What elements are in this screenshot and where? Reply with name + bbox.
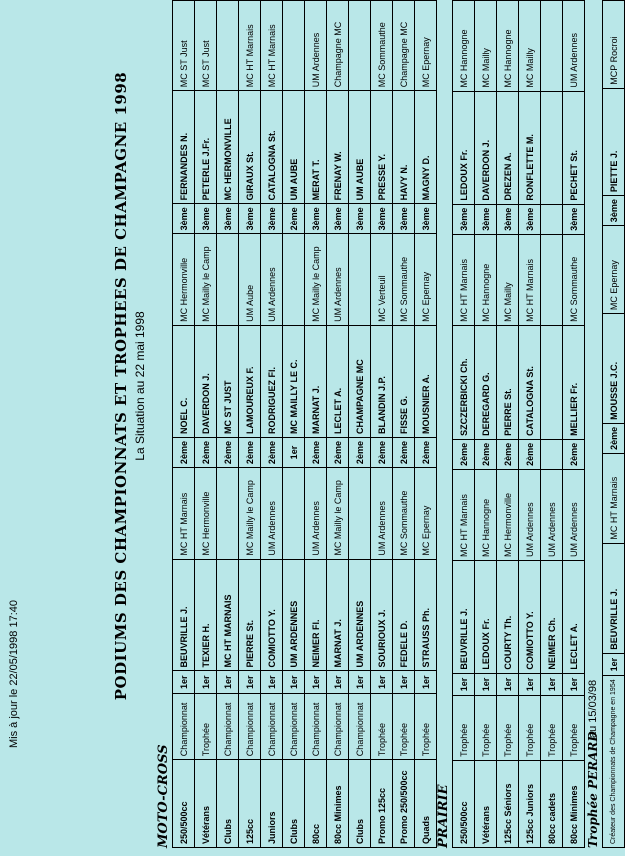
rank-cell: 1er [497, 673, 519, 696]
club-cell: UM Ardennes [563, 469, 585, 560]
update-stamp: Mis à jour le 22/05/1998 17:40 [8, 600, 20, 748]
club-cell: MC Epernay [603, 226, 625, 314]
category-cell: 80cc [305, 760, 327, 848]
rider-cell: PECHET St. [563, 91, 585, 204]
rank-cell: 2ème [349, 438, 371, 468]
club-cell: UM Ardennes [305, 468, 327, 560]
rank-cell: 3ème [453, 204, 475, 234]
rank-cell: 2ème [475, 439, 497, 469]
rank-cell: 1er [415, 671, 437, 694]
table-row [475, 1, 497, 848]
rank-cell: 1er [217, 671, 239, 694]
type-cell: Championnat [261, 694, 283, 760]
club-cell [283, 468, 305, 560]
type-cell: Championnat [305, 694, 327, 760]
rank-cell: 3ème [393, 204, 415, 234]
rider-cell: MERAT T. [305, 91, 327, 204]
club-cell: MC HT Marnais [261, 1, 283, 91]
club-cell: MC Hannogne [475, 469, 497, 560]
rank-cell: 1er [475, 673, 497, 696]
moto-cross-table [172, 0, 437, 848]
club-cell: UM Ardennes [327, 234, 349, 326]
rank-cell: 1er [371, 671, 393, 694]
category-cell: 250/500cc [453, 760, 475, 847]
rider-cell: MARNAT J. [305, 325, 327, 437]
category-cell: 80cc Minimes [327, 760, 349, 848]
rank-cell: 1er [603, 653, 625, 676]
category-cell: Promo 250/500cc [393, 760, 415, 848]
club-cell: Champagne MC [393, 1, 415, 91]
club-cell [541, 234, 563, 325]
club-cell: UM Ardennes [563, 1, 585, 92]
type-cell: Trophée [519, 696, 541, 761]
club-cell: MC HT Marnais [603, 453, 625, 543]
rider-cell: FRENAY W. [327, 91, 349, 204]
rank-cell: 3ème [327, 204, 349, 234]
table-row [261, 1, 283, 848]
table-row [453, 1, 475, 848]
rider-cell: FERNANDES N. [173, 91, 195, 204]
table-row [283, 1, 305, 848]
club-cell: UM Ardennes [305, 1, 327, 91]
rank-cell: 3ème [497, 204, 519, 234]
club-cell: MC Epernay [415, 234, 437, 326]
category-cell: Vétérans [475, 760, 497, 847]
type-cell: Trophée [195, 694, 217, 760]
rank-cell: 1er [393, 671, 415, 694]
table-row [305, 1, 327, 848]
perard-note: au 15/03/98 [587, 679, 599, 738]
category-cell: Vétérans [195, 760, 217, 848]
club-cell: MC Hermonville [195, 468, 217, 560]
rank-cell: 3ème [173, 204, 195, 234]
club-cell: MC Mailly [475, 1, 497, 92]
type-cell: Trophée [453, 696, 475, 761]
club-cell [349, 1, 371, 91]
rank-cell: 2ème [603, 423, 625, 453]
rank-cell: 1er [519, 673, 541, 696]
rank-cell: 1er [239, 671, 261, 694]
perard-heading: Trophée PERARD [586, 731, 600, 848]
club-cell: MC HT Marnais [173, 468, 195, 560]
rider-cell: MARNAT J. [327, 559, 349, 671]
rank-cell: 1er [349, 671, 371, 694]
club-cell [217, 1, 239, 91]
rank-cell: 1er [283, 438, 305, 468]
rank-cell: 2ème [195, 438, 217, 468]
prairie-heading: PRAIRIE [436, 784, 451, 848]
rank-cell [541, 439, 563, 469]
rank-cell: 1er [305, 671, 327, 694]
rider-cell: LAMOUREUX F. [239, 325, 261, 437]
club-cell: Champagne MC [327, 1, 349, 91]
category-cell: Clubs [283, 760, 305, 848]
club-cell: MC Hannogne [497, 1, 519, 92]
club-cell: MC Hannogne [453, 1, 475, 92]
table-row [195, 1, 217, 848]
type-cell: Championnat [283, 694, 305, 760]
table-row [217, 1, 239, 848]
rank-cell: 1er [283, 671, 305, 694]
rider-cell: RONFLETTE M. [519, 91, 541, 204]
rider-cell: BEUVRILLE J. [603, 543, 625, 653]
club-cell: MC Hermonville [173, 234, 195, 326]
perard-creator: Créateur des Championnats de Champagne en 1954 [603, 676, 625, 848]
rank-cell: 3ème [371, 204, 393, 234]
rider-cell: COMIOTTO Y. [261, 559, 283, 671]
club-cell: UM Ardennes [261, 234, 283, 326]
table-row [497, 1, 519, 848]
rank-cell: 2ème [415, 438, 437, 468]
rider-cell: SOURIOUX J. [371, 559, 393, 671]
rider-cell: NEIMER Fl. [305, 559, 327, 671]
club-cell: MC HT Marnais [239, 1, 261, 91]
club-cell: UM Ardennes [371, 468, 393, 560]
rider-cell: PIERRE St. [239, 559, 261, 671]
rider-cell: GIRAUX St. [239, 91, 261, 204]
club-cell: MC Hermonville [497, 469, 519, 560]
club-cell: UM Aube [239, 234, 261, 326]
prairie-table [452, 0, 585, 848]
rider-cell: UM AUBE [349, 91, 371, 204]
club-cell: MC Mailly [497, 234, 519, 325]
club-cell: UM Ardennes [519, 469, 541, 560]
rider-cell: PETERLE J.Fr. [195, 91, 217, 204]
category-cell: 125cc [239, 760, 261, 848]
rank-cell: 3ème [519, 204, 541, 234]
club-cell: UM Ardennes [541, 469, 563, 560]
rider-cell: MELLIER Fr. [563, 325, 585, 439]
club-cell: UM Ardennes [261, 468, 283, 560]
rider-cell: MC MAILLY LE C. [283, 325, 305, 437]
rank-cell: 3ème [415, 204, 437, 234]
rider-cell: PIERRE St. [497, 325, 519, 439]
rider-cell: UM ARDENNES [283, 559, 305, 671]
type-cell: Championnat [217, 694, 239, 760]
category-cell: Quads [415, 760, 437, 848]
table-row [349, 1, 371, 848]
rider-cell: MOUSNIER A. [415, 325, 437, 437]
rider-cell: NEIMER Ch. [541, 560, 563, 673]
table-row [603, 1, 625, 848]
club-cell [217, 468, 239, 560]
rider-cell: NOEL C. [173, 325, 195, 437]
rank-cell: 3ème [305, 204, 327, 234]
rider-cell: COMIOTTO Y. [519, 560, 541, 673]
rider-cell: PRESSE Y. [371, 91, 393, 204]
club-cell: MC Epernay [415, 468, 437, 560]
table-row [519, 1, 541, 848]
rider-cell: UM AUBE [283, 91, 305, 204]
rider-cell: BEUVRILLE J. [173, 559, 195, 671]
type-cell: Trophée [475, 696, 497, 761]
moto-cross-heading: MOTO-CROSS [156, 744, 171, 848]
rank-cell: 2ème [261, 438, 283, 468]
table-row [541, 1, 563, 848]
type-cell: Trophée [371, 694, 393, 760]
rank-cell: 2ème [173, 438, 195, 468]
type-cell: Championnat [327, 694, 349, 760]
table-row [239, 1, 261, 848]
rank-cell: 2ème [371, 438, 393, 468]
rider-cell: RODRIGUEZ Fl. [261, 325, 283, 437]
club-cell: MC Sommauthe [393, 468, 415, 560]
rider-cell: MAGNY D. [415, 91, 437, 204]
table-row [173, 1, 195, 848]
rank-cell: 2ème [453, 439, 475, 469]
club-cell [541, 1, 563, 92]
rider-cell: MC HT MARNAIS [217, 559, 239, 671]
rider-cell: BLANDIN J.P. [371, 325, 393, 437]
club-cell: MC Mailly le Camp [195, 234, 217, 326]
rank-cell: 2ème [393, 438, 415, 468]
category-cell: 250/500cc [173, 760, 195, 848]
rider-cell: LECLET A. [327, 325, 349, 437]
rank-cell: 3ème [261, 204, 283, 234]
type-cell: Trophée [541, 696, 563, 761]
rank-cell: 2ème [327, 438, 349, 468]
rider-cell: FISSE G. [393, 325, 415, 437]
rank-cell: 3ème [195, 204, 217, 234]
category-cell: 80cc Minimes [563, 760, 585, 847]
table-row [415, 1, 437, 848]
rider-cell: LEDOUX Fr. [475, 560, 497, 673]
club-cell [283, 1, 305, 91]
category-cell: 125cc Séniors [497, 760, 519, 847]
category-cell: 125cc Juniors [519, 760, 541, 847]
club-cell: MC Mailly le Camp [305, 234, 327, 326]
rider-cell: DAVERDON J. [195, 325, 217, 437]
club-cell: MC Sommauthe [393, 234, 415, 326]
rider-cell: PIETTE J. [603, 88, 625, 195]
rider-cell: DAVERDON J. [475, 91, 497, 204]
club-cell [283, 234, 305, 326]
category-cell: Promo 125cc [371, 760, 393, 848]
rider-cell [541, 91, 563, 204]
table-row [563, 1, 585, 848]
club-cell: MC ST Just [195, 1, 217, 91]
rank-cell: 2ème [217, 438, 239, 468]
club-cell: MC Epernay [415, 1, 437, 91]
rank-cell: 3ème [563, 204, 585, 234]
page-subtitle: La Situation au 22 mai 1998 [133, 311, 147, 461]
rider-cell: LEDOUX Fr. [453, 91, 475, 204]
rank-cell: 1er [563, 673, 585, 696]
category-cell: Juniors [261, 760, 283, 848]
club-cell [349, 234, 371, 326]
club-cell: MC Mailly [519, 1, 541, 92]
rank-cell: 1er [261, 671, 283, 694]
table-row [371, 1, 393, 848]
rider-cell: LECLET A. [563, 560, 585, 673]
rank-cell: 1er [541, 673, 563, 696]
rider-cell: CHAMPAGNE MC [349, 325, 371, 437]
club-cell [217, 234, 239, 326]
rider-cell: MC HERMONVILLE [217, 91, 239, 204]
club-cell: MC Mailly le Camp [327, 468, 349, 560]
rider-cell: HAVY N. [393, 91, 415, 204]
category-cell: 80cc cadets [541, 760, 563, 847]
rider-cell: DEREGARD G. [475, 325, 497, 439]
rank-cell: 3ème [475, 204, 497, 234]
rider-cell: TEXIER H. [195, 559, 217, 671]
rider-cell: MOUSSE J.C. [603, 314, 625, 424]
rank-cell: 2ème [283, 204, 305, 234]
club-cell: MC HT Marnais [519, 234, 541, 325]
rider-cell: FEDELE D. [393, 559, 415, 671]
table-row [327, 1, 349, 848]
club-cell: MC Sommauthe [371, 1, 393, 91]
category-cell: Clubs [217, 760, 239, 848]
rank-cell: 1er [327, 671, 349, 694]
club-cell: MC ST Just [173, 1, 195, 91]
club-cell: MC HT Marnais [453, 234, 475, 325]
club-cell: MC Hannogne [475, 234, 497, 325]
rider-cell: UM ARDENNES [349, 559, 371, 671]
rider-cell: CATALOGNA St. [261, 91, 283, 204]
rider-cell: SZCZERBICKI Ch. [453, 325, 475, 439]
type-cell: Trophée [415, 694, 437, 760]
type-cell: Championnat [239, 694, 261, 760]
rider-cell [541, 325, 563, 439]
rank-cell: 1er [453, 673, 475, 696]
club-cell: MC HT Marnais [453, 469, 475, 560]
rank-cell: 2ème [563, 439, 585, 469]
club-cell: MC Sommauthe [563, 234, 585, 325]
rider-cell: STRAUSS Ph. [415, 559, 437, 671]
rider-cell: COURTY Th. [497, 560, 519, 673]
category-cell: Clubs [349, 760, 371, 848]
club-cell [349, 468, 371, 560]
club-cell: MCP Rocroi [603, 1, 625, 89]
rank-cell: 2ème [519, 439, 541, 469]
club-cell: MC Verteuil [371, 234, 393, 326]
club-cell: MC Mailly le Camp [239, 468, 261, 560]
rank-cell: 2ème [239, 438, 261, 468]
rank-cell: 3ème [217, 204, 239, 234]
rank-cell: 1er [173, 671, 195, 694]
table-row [393, 1, 415, 848]
rank-cell: 3ème [349, 204, 371, 234]
rider-cell: MC ST JUST [217, 325, 239, 437]
rank-cell: 3ème [603, 196, 625, 226]
page-title: PODIUMS DES CHAMPIONNATS ET TROPHEES DE CHAMPAGNE 1998 [112, 71, 130, 701]
rank-cell: 2ème [305, 438, 327, 468]
type-cell: Trophée [497, 696, 519, 761]
rank-cell: 3ème [239, 204, 261, 234]
rider-cell: DREZEN A. [497, 91, 519, 204]
type-cell: Trophée [393, 694, 415, 760]
rank-cell [541, 204, 563, 234]
rider-cell: CATALOGNA St. [519, 325, 541, 439]
rank-cell: 1er [195, 671, 217, 694]
type-cell: Championnat [349, 694, 371, 760]
type-cell: Championnat [173, 694, 195, 760]
rider-cell: BEUVRILLE J. [453, 560, 475, 673]
rank-cell: 2ème [497, 439, 519, 469]
type-cell: Trophée [563, 696, 585, 761]
